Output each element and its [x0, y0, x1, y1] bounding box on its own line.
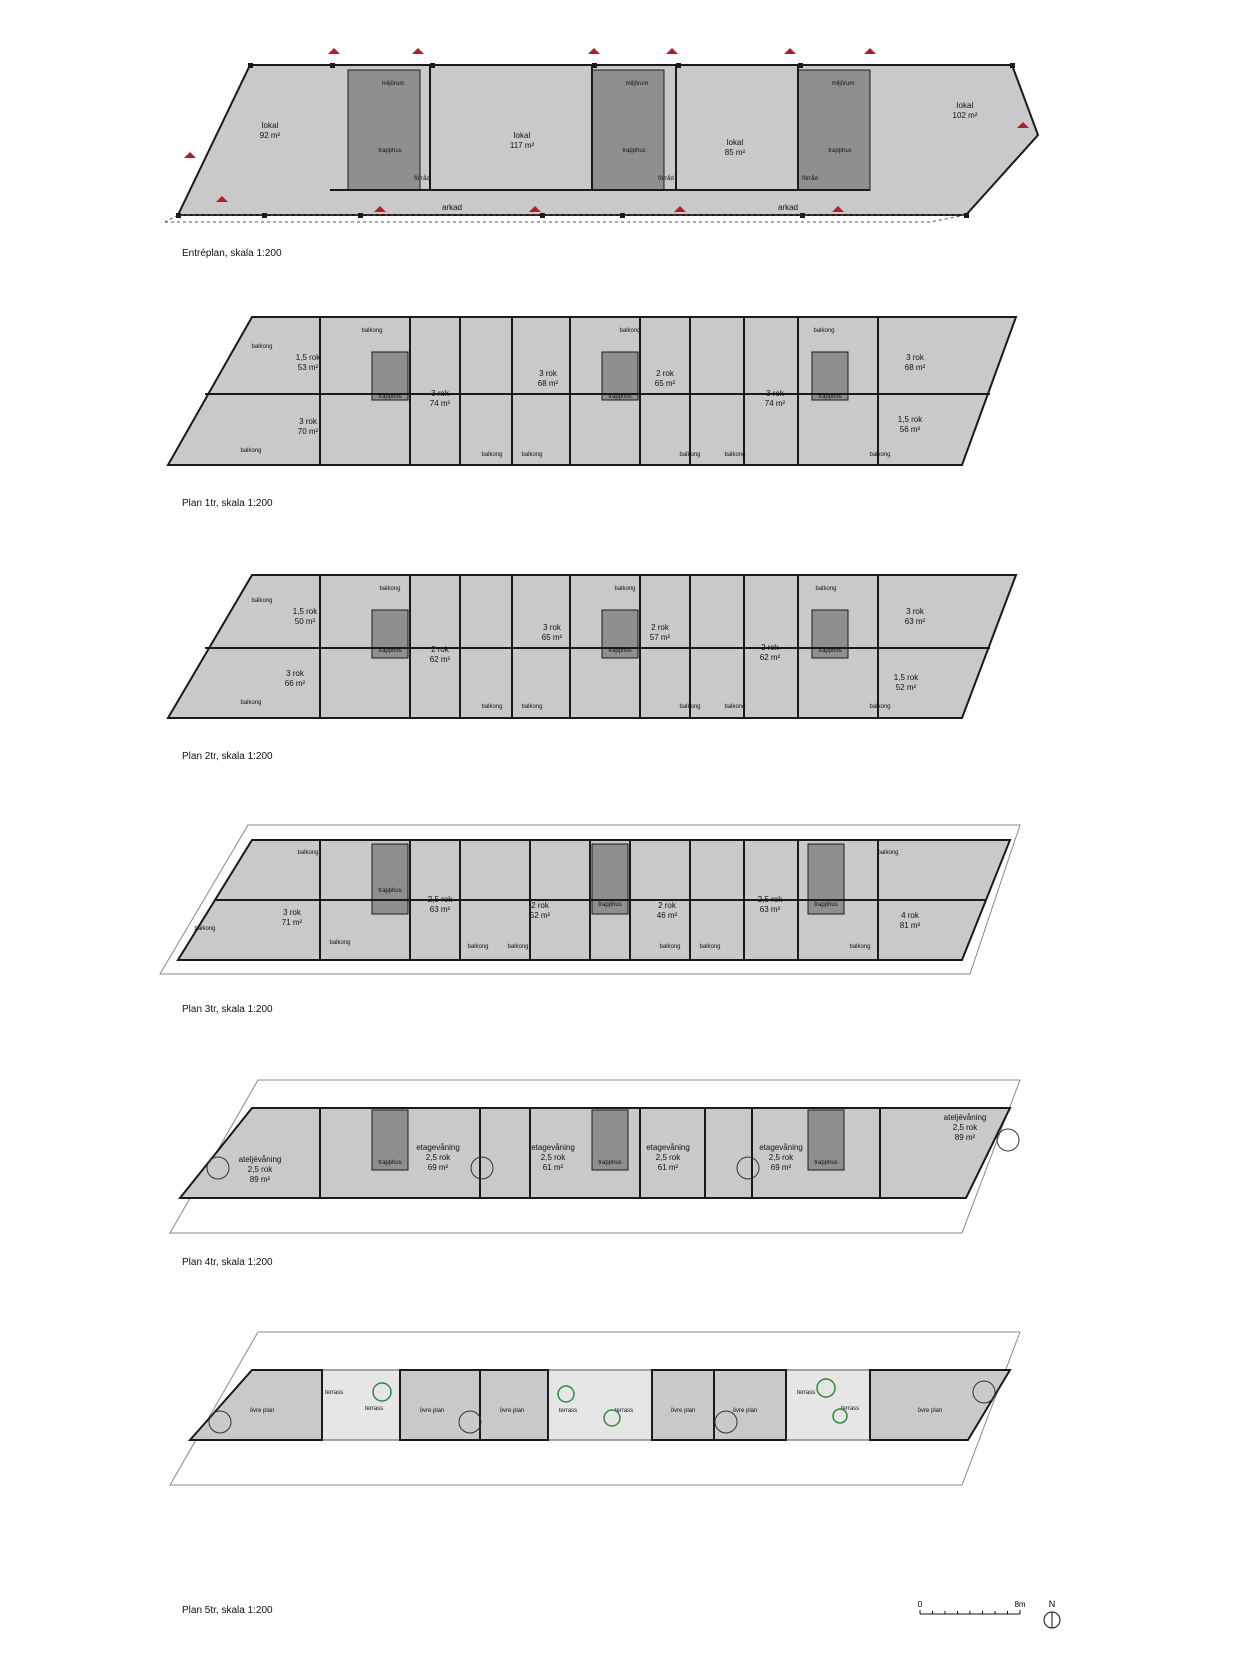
svg-text:balkong: balkong — [877, 850, 899, 856]
svg-text:66 m²: 66 m² — [284, 679, 306, 688]
unit-label: lokal — [956, 101, 974, 110]
svg-text:63 m²: 63 m² — [904, 617, 926, 626]
unit-area: 102 m² — [952, 111, 978, 120]
svg-text:övre plan: övre plan — [419, 1408, 445, 1414]
svg-text:3 rok: 3 rok — [431, 389, 449, 398]
svg-text:61 m²: 61 m² — [657, 1163, 679, 1172]
stair-core — [592, 70, 664, 190]
svg-text:2,5 rok: 2,5 rok — [768, 1153, 794, 1162]
stair-core — [798, 70, 870, 190]
svg-text:3 rok: 3 rok — [543, 623, 561, 632]
north-label: N — [1048, 1599, 1056, 1609]
svg-text:50 m²: 50 m² — [294, 617, 316, 626]
svg-text:balkong: balkong — [481, 452, 503, 458]
svg-text:trapphus: trapphus — [608, 394, 632, 400]
floorplan-5tr — [0, 1330, 1250, 1490]
svg-text:69 m²: 69 m² — [427, 1163, 449, 1172]
scale-bar — [917, 1598, 1070, 1638]
svg-text:trapphus: trapphus — [378, 648, 402, 654]
svg-text:balkong: balkong — [329, 940, 351, 946]
svg-text:balkong: balkong — [467, 944, 489, 950]
scale-start-label: 0 — [917, 1600, 923, 1609]
svg-text:balkong: balkong — [849, 944, 871, 950]
svg-text:trapphus: trapphus — [608, 648, 632, 654]
svg-text:etagevåning: etagevåning — [759, 1143, 803, 1152]
svg-text:trapphus: trapphus — [378, 148, 402, 154]
svg-text:balkong: balkong — [251, 598, 273, 604]
svg-text:miljörum: miljörum — [381, 81, 405, 87]
unit-label: lokal — [513, 131, 531, 140]
svg-text:etagevåning: etagevåning — [416, 1143, 460, 1152]
svg-text:balkong: balkong — [521, 704, 543, 710]
stair-core — [372, 352, 408, 400]
svg-text:balkong: balkong — [815, 586, 837, 592]
svg-text:balkong: balkong — [869, 452, 891, 458]
svg-text:terrass: terrass — [796, 1390, 816, 1396]
svg-text:balkong: balkong — [379, 586, 401, 592]
svg-text:74 m²: 74 m² — [764, 399, 786, 408]
svg-text:övre plan: övre plan — [732, 1408, 758, 1414]
svg-text:70 m²: 70 m² — [297, 427, 319, 436]
svg-text:trapphus: trapphus — [818, 394, 842, 400]
stair-core — [372, 844, 408, 914]
svg-text:ateljévåning: ateljévåning — [943, 1113, 987, 1122]
svg-text:trapphus: trapphus — [598, 1160, 622, 1166]
svg-text:trapphus: trapphus — [378, 888, 402, 894]
plan-3tr — [0, 822, 1250, 982]
svg-text:terrass: terrass — [364, 1406, 384, 1412]
svg-text:terrass: terrass — [558, 1408, 578, 1414]
scale-end-label: 8m — [1014, 1600, 1026, 1609]
svg-text:2 rok: 2 rok — [658, 901, 676, 910]
svg-text:65 m²: 65 m² — [654, 379, 676, 388]
svg-text:terrass: terrass — [840, 1406, 860, 1412]
floorplan-3tr — [0, 822, 1250, 982]
svg-text:2,5 rok: 2,5 rok — [247, 1165, 273, 1174]
svg-text:53 m²: 53 m² — [297, 363, 319, 372]
svg-text:3 rok: 3 rok — [906, 607, 924, 616]
svg-text:2,5 rok: 2,5 rok — [425, 1153, 451, 1162]
plan-entreplan — [0, 40, 1250, 240]
svg-text:trapphus: trapphus — [598, 902, 622, 908]
svg-text:balkong: balkong — [297, 850, 319, 856]
svg-text:2,5 rok: 2,5 rok — [952, 1123, 978, 1132]
svg-text:2 rok: 2 rok — [531, 901, 549, 910]
svg-text:balkong: balkong — [240, 700, 262, 706]
caption-1tr: Plan 1tr, skala 1:200 — [182, 498, 273, 509]
stair-core — [602, 352, 638, 400]
svg-text:56 m²: 56 m² — [899, 425, 921, 434]
svg-text:2,5 rok: 2,5 rok — [757, 895, 783, 904]
plan-4tr — [0, 1078, 1250, 1238]
svg-text:balkong: balkong — [679, 704, 701, 710]
svg-text:övre plan: övre plan — [917, 1408, 943, 1414]
svg-text:1,5 rok: 1,5 rok — [295, 353, 321, 362]
svg-text:förråd: förråd — [414, 176, 430, 182]
svg-text:trapphus: trapphus — [378, 394, 402, 400]
svg-text:miljörum: miljörum — [831, 81, 855, 87]
svg-text:1,5 rok: 1,5 rok — [893, 673, 919, 682]
svg-text:ateljévåning: ateljévåning — [238, 1155, 282, 1164]
svg-text:övre plan: övre plan — [499, 1408, 525, 1414]
svg-text:3 rok: 3 rok — [286, 669, 304, 678]
svg-text:62 m²: 62 m² — [429, 655, 451, 664]
svg-text:balkong: balkong — [614, 586, 636, 592]
svg-text:balkong: balkong — [869, 704, 891, 710]
stair-core — [348, 70, 420, 190]
svg-text:74 m²: 74 m² — [429, 399, 451, 408]
svg-text:62 m²: 62 m² — [759, 653, 781, 662]
svg-text:61 m²: 61 m² — [542, 1163, 564, 1172]
svg-text:63 m²: 63 m² — [759, 905, 781, 914]
svg-text:övre plan: övre plan — [249, 1408, 275, 1414]
svg-text:trapphus: trapphus — [814, 1160, 838, 1166]
svg-text:46 m²: 46 m² — [656, 911, 678, 920]
caption-entreplan: Entréplan, skala 1:200 — [182, 248, 282, 259]
svg-text:2,5 rok: 2,5 rok — [655, 1153, 681, 1162]
svg-text:81 m²: 81 m² — [899, 921, 921, 930]
svg-text:69 m²: 69 m² — [770, 1163, 792, 1172]
floorplan-4tr — [0, 1078, 1250, 1238]
svg-text:52 m²: 52 m² — [529, 911, 551, 920]
stair-core — [812, 352, 848, 400]
svg-text:2 rok: 2 rok — [761, 643, 779, 652]
svg-text:balkong: balkong — [361, 328, 383, 334]
svg-text:förråd: förråd — [802, 176, 818, 182]
svg-text:balkong: balkong — [724, 452, 746, 458]
building-outline — [168, 317, 1016, 465]
svg-text:förråd: förråd — [658, 176, 674, 182]
arcade-edge — [165, 215, 966, 222]
svg-text:trapphus: trapphus — [814, 902, 838, 908]
svg-text:52 m²: 52 m² — [895, 683, 917, 692]
svg-text:3 rok: 3 rok — [283, 908, 301, 917]
svg-text:68 m²: 68 m² — [904, 363, 926, 372]
plan-2tr — [0, 568, 1250, 728]
svg-text:balkong: balkong — [699, 944, 721, 950]
svg-text:balkong: balkong — [240, 448, 262, 454]
svg-text:etagevåning: etagevåning — [646, 1143, 690, 1152]
svg-text:3 rok: 3 rok — [766, 389, 784, 398]
svg-text:miljörum: miljörum — [625, 81, 649, 87]
svg-text:övre plan: övre plan — [670, 1408, 696, 1414]
svg-text:2,5 rok: 2,5 rok — [427, 895, 453, 904]
svg-text:etagevåning: etagevåning — [531, 1143, 575, 1152]
svg-text:1,5 rok: 1,5 rok — [897, 415, 923, 424]
svg-text:balkong: balkong — [194, 926, 216, 932]
svg-text:trapphus: trapphus — [622, 148, 646, 154]
unit-label: lokal — [726, 138, 744, 147]
plan-5tr — [0, 1330, 1250, 1490]
svg-text:2 rok: 2 rok — [651, 623, 669, 632]
svg-text:89 m²: 89 m² — [954, 1133, 976, 1142]
svg-text:balkong: balkong — [507, 944, 529, 950]
caption-3tr: Plan 3tr, skala 1:200 — [182, 1004, 273, 1015]
svg-text:balkong: balkong — [619, 328, 641, 334]
svg-text:terrass: terrass — [614, 1408, 634, 1414]
svg-text:balkong: balkong — [481, 704, 503, 710]
caption-4tr: Plan 4tr, skala 1:200 — [182, 1257, 273, 1268]
svg-text:trapphus: trapphus — [828, 148, 852, 154]
unit-area: 92 m² — [259, 131, 281, 140]
svg-text:89 m²: 89 m² — [249, 1175, 271, 1184]
svg-text:trapphus: trapphus — [378, 1160, 402, 1166]
caption-5tr: Plan 5tr, skala 1:200 — [182, 1605, 273, 1616]
svg-text:63 m²: 63 m² — [429, 905, 451, 914]
svg-text:terrass: terrass — [324, 1390, 344, 1396]
svg-text:balkong: balkong — [659, 944, 681, 950]
unit-label: lokal — [261, 121, 279, 130]
svg-text:balkong: balkong — [679, 452, 701, 458]
svg-text:balkong: balkong — [251, 344, 273, 350]
unit-area: 117 m² — [509, 141, 535, 150]
svg-text:3 rok: 3 rok — [299, 417, 317, 426]
svg-text:1,5 rok: 1,5 rok — [292, 607, 318, 616]
building-outline — [168, 575, 1016, 718]
svg-text:65 m²: 65 m² — [541, 633, 563, 642]
unit-area: 85 m² — [724, 148, 746, 157]
plan-1tr — [0, 310, 1250, 470]
svg-text:3 rok: 3 rok — [539, 369, 557, 378]
svg-text:3 rok: 3 rok — [906, 353, 924, 362]
svg-text:trapphus: trapphus — [818, 648, 842, 654]
svg-text:balkong: balkong — [813, 328, 835, 334]
svg-text:2 rok: 2 rok — [656, 369, 674, 378]
svg-text:2 rok: 2 rok — [431, 645, 449, 654]
svg-text:2,5 rok: 2,5 rok — [540, 1153, 566, 1162]
floorplan-2tr — [0, 568, 1250, 728]
svg-text:57 m²: 57 m² — [649, 633, 671, 642]
svg-text:arkad: arkad — [777, 203, 799, 212]
floorplan-entreplan — [0, 40, 1250, 240]
spiral-stair-icon — [997, 1129, 1019, 1151]
svg-text:68 m²: 68 m² — [537, 379, 559, 388]
svg-text:balkong: balkong — [521, 452, 543, 458]
svg-text:4 rok: 4 rok — [901, 911, 919, 920]
svg-text:arkad: arkad — [441, 203, 463, 212]
svg-text:balkong: balkong — [724, 704, 746, 710]
floorplan-1tr — [0, 310, 1250, 470]
caption-2tr: Plan 2tr, skala 1:200 — [182, 751, 273, 762]
scale-bar-graphic — [917, 1598, 1070, 1638]
svg-text:71 m²: 71 m² — [281, 918, 303, 927]
